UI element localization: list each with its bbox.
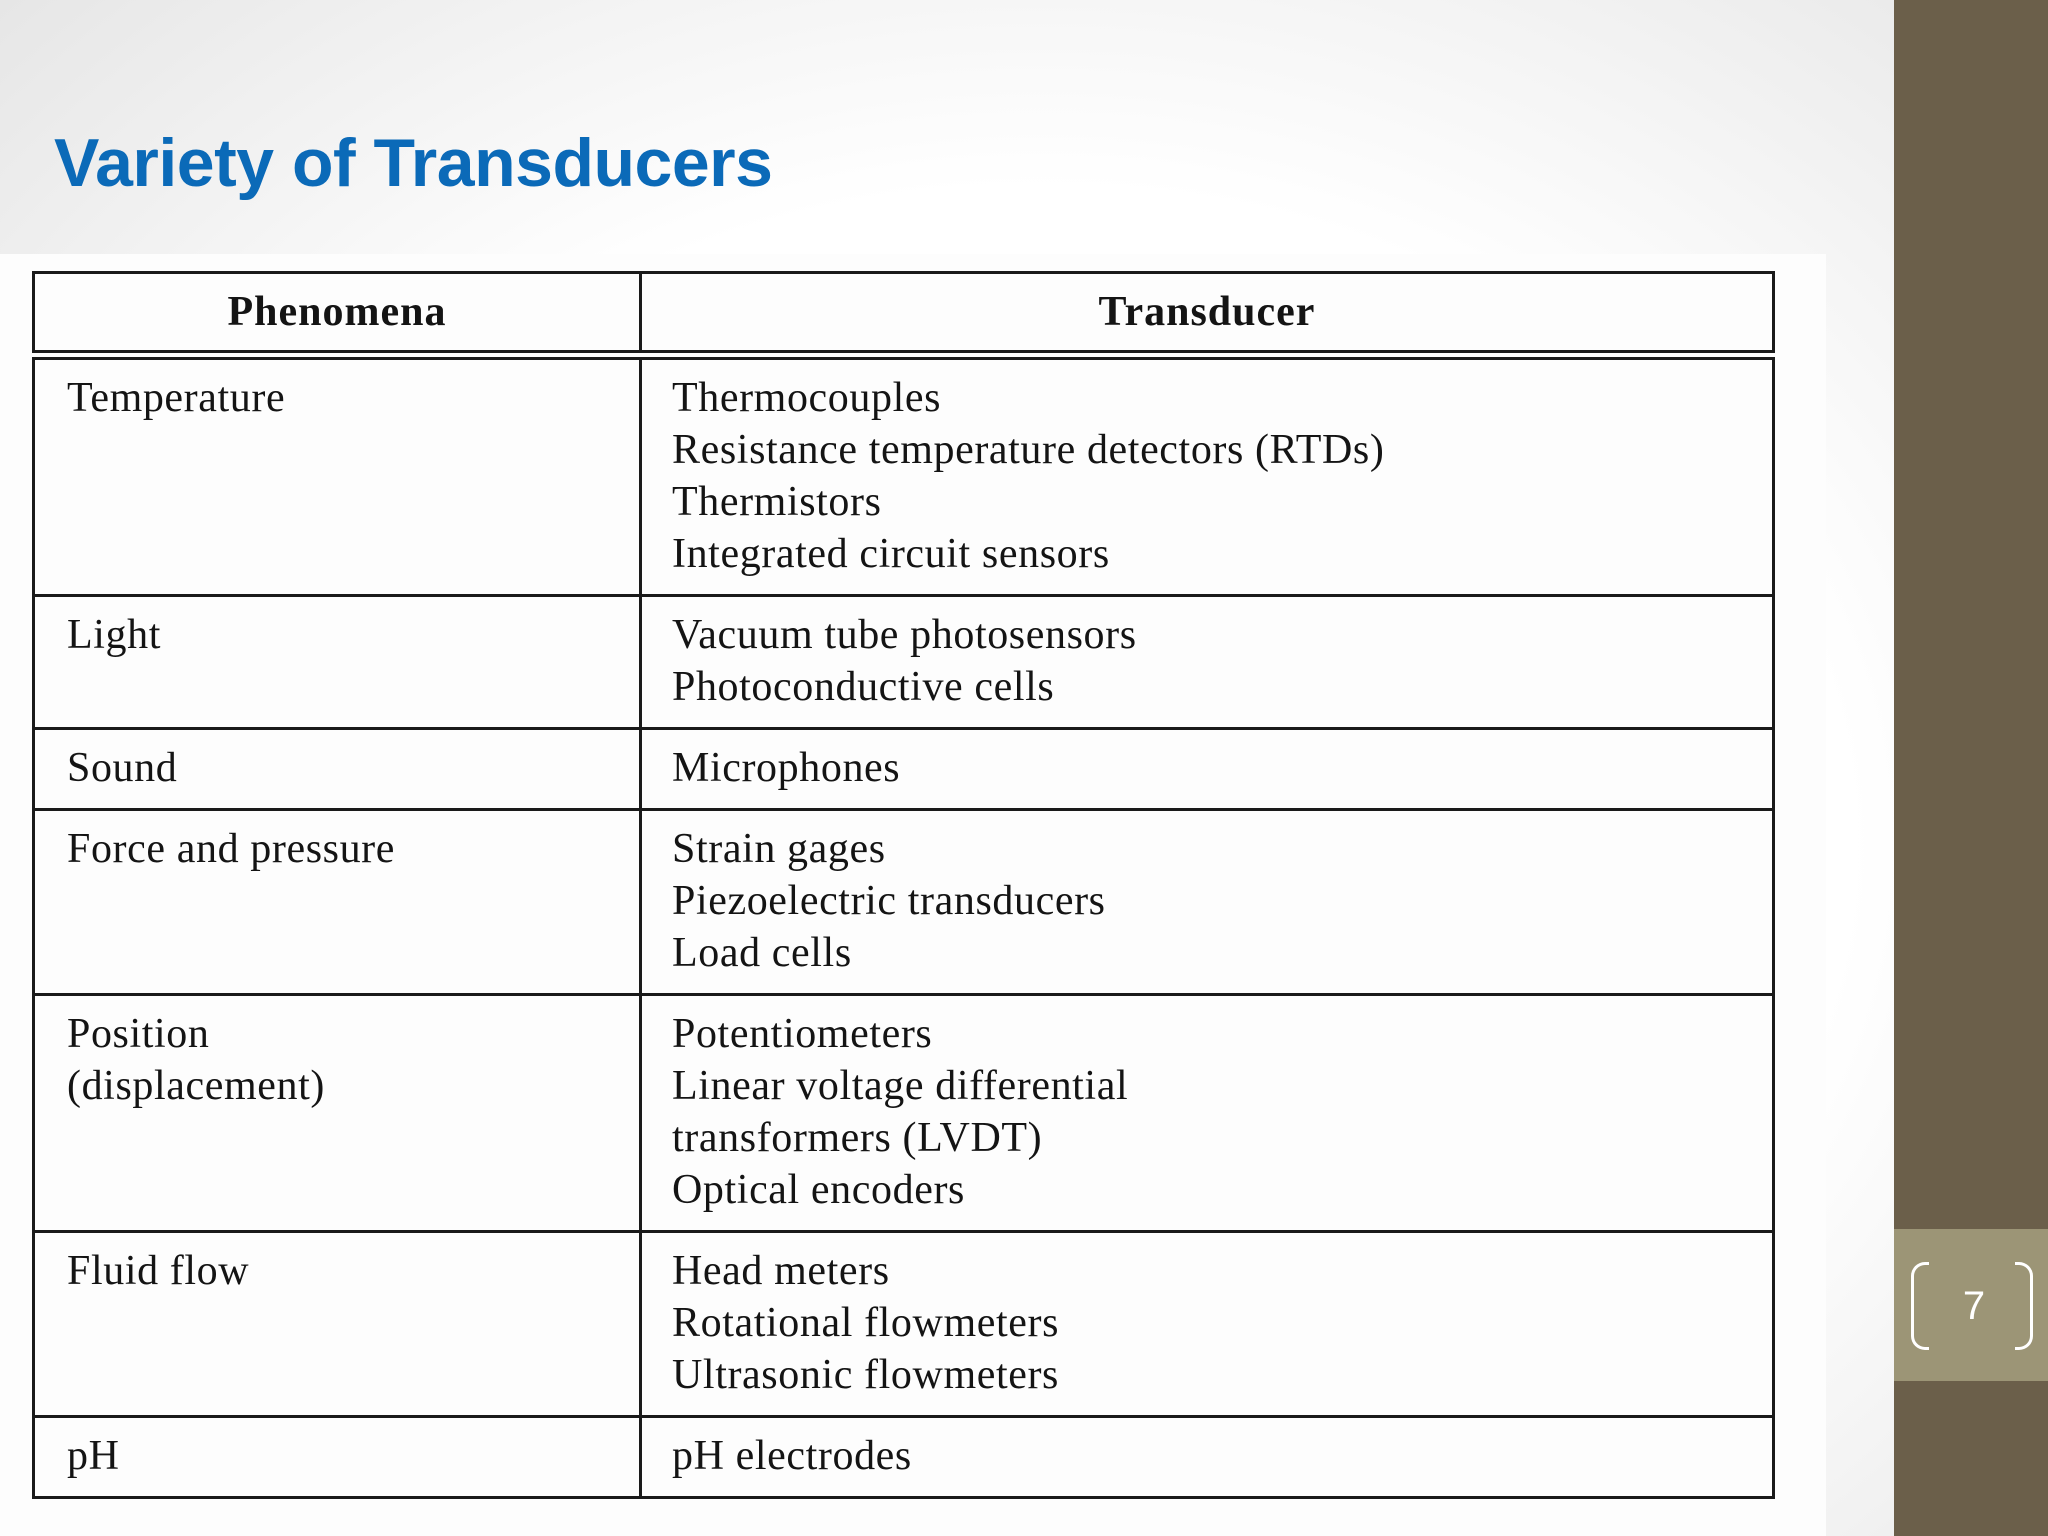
transducer-item: pH electrodes bbox=[672, 1433, 912, 1479]
table-row bbox=[34, 355, 1774, 596]
transducer-table bbox=[32, 271, 1775, 1499]
phenomenon-text: Fluid flow bbox=[67, 1248, 250, 1294]
phenomenon-text: Sound bbox=[67, 745, 178, 791]
phenomenon-text: Force and pressure bbox=[67, 826, 396, 872]
table-row bbox=[34, 1232, 1774, 1417]
transducer-item: Load cells bbox=[672, 930, 852, 976]
transducer-item: Thermistors bbox=[672, 479, 882, 525]
table-row bbox=[34, 596, 1774, 729]
page-number: 7 bbox=[1962, 1284, 1986, 1328]
transducer-cell bbox=[641, 355, 1774, 596]
table-row bbox=[34, 810, 1774, 995]
phenomenon-text: (displacement) bbox=[67, 1063, 325, 1109]
transducer-item: Microphones bbox=[672, 745, 901, 791]
table-body bbox=[34, 355, 1774, 1498]
phenomenon-cell bbox=[34, 1417, 641, 1498]
table-header-row bbox=[34, 273, 1774, 356]
transducer-item: Resistance temperature detectors (RTDs) bbox=[672, 427, 1385, 473]
column-header-phenomena: Phenomena bbox=[34, 273, 641, 356]
transducer-item: transformers (LVDT) bbox=[672, 1115, 1043, 1161]
table-row bbox=[34, 729, 1774, 810]
transducer-cell bbox=[641, 596, 1774, 729]
transducer-cell bbox=[641, 1232, 1774, 1417]
phenomenon-cell bbox=[34, 810, 641, 995]
phenomenon-text: pH bbox=[67, 1433, 120, 1479]
transducer-item: Thermocouples bbox=[672, 375, 942, 421]
transducer-item: Piezoelectric transducers bbox=[672, 878, 1106, 924]
phenomenon-cell bbox=[34, 596, 641, 729]
transducer-item: Potentiometers bbox=[672, 1011, 933, 1057]
transducer-cell bbox=[641, 810, 1774, 995]
phenomenon-cell bbox=[34, 729, 641, 810]
transducer-item: Ultrasonic flowmeters bbox=[672, 1352, 1059, 1398]
transducer-item: Linear voltage differential bbox=[672, 1063, 1129, 1109]
phenomenon-text: Position bbox=[67, 1011, 210, 1057]
right-bracket-icon bbox=[2015, 1262, 2033, 1350]
column-header-transducer: Transducer bbox=[641, 273, 1774, 356]
transducer-item: Photoconductive cells bbox=[672, 664, 1055, 710]
phenomenon-text: Temperature bbox=[67, 375, 286, 421]
phenomenon-cell bbox=[34, 1232, 641, 1417]
transducer-item: Strain gages bbox=[672, 826, 886, 872]
transducer-cell bbox=[641, 995, 1774, 1232]
table-row bbox=[34, 1417, 1774, 1498]
transducer-item: Head meters bbox=[672, 1248, 890, 1294]
table-row bbox=[34, 995, 1774, 1232]
left-bracket-icon bbox=[1911, 1262, 1929, 1350]
transducer-cell bbox=[641, 1417, 1774, 1498]
phenomenon-cell bbox=[34, 995, 641, 1232]
transducer-item: Vacuum tube photosensors bbox=[672, 612, 1137, 658]
transducer-item: Integrated circuit sensors bbox=[672, 531, 1110, 577]
slide-title: Variety of Transducers bbox=[54, 125, 773, 201]
transducer-cell bbox=[641, 729, 1774, 810]
phenomenon-cell bbox=[34, 355, 641, 596]
transducer-item: Optical encoders bbox=[672, 1167, 965, 1213]
phenomenon-text: Light bbox=[67, 612, 161, 658]
transducer-item: Rotational flowmeters bbox=[672, 1300, 1060, 1346]
